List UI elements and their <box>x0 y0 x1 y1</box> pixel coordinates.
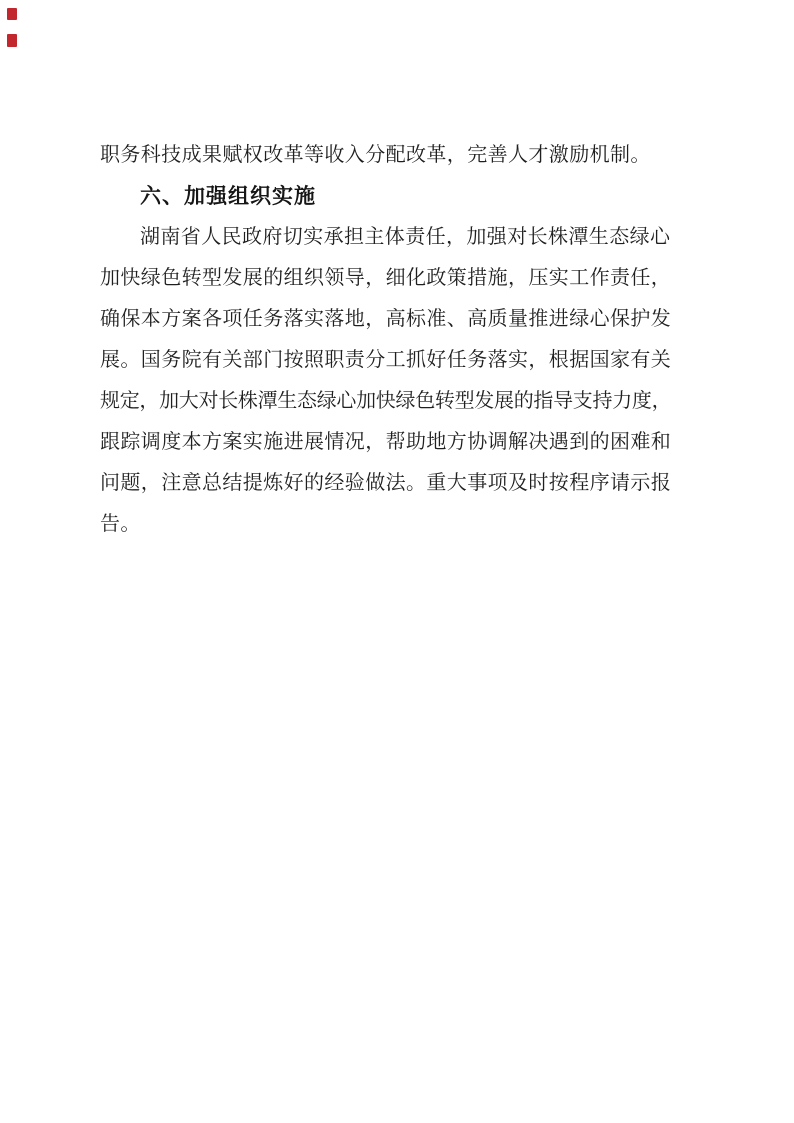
text-line: 问题，注意总结提炼好的经验做法。重大事项及时按程序请示报 <box>100 472 672 494</box>
text-line: 湖南省人民政府切实承担主体责任，加强对长株潭生态绿心 <box>140 226 671 248</box>
text-line: 规定，加大对长株潭生态绿心加快绿色转型发展的指导支持力度， <box>100 390 672 412</box>
section-heading: 六、加强组织实施 <box>140 185 316 208</box>
text-line: 告。 <box>100 513 141 535</box>
text-line: 确保本方案各项任务落实落地，高标准、高质量推进绿心保护发 <box>100 308 672 330</box>
text-line: 职务科技成果赋权改革等收入分配改革，完善人才激励机制。 <box>100 144 651 166</box>
text-line: 展。国务院有关部门按照职责分工抓好任务落实，根据国家有关 <box>100 349 672 371</box>
document-text-block <box>100 135 672 545</box>
red-artifact-mark <box>7 8 17 20</box>
red-artifact-mark <box>7 34 17 47</box>
text-line: 加快绿色转型发展的组织领导，细化政策措施，压实工作责任， <box>100 267 672 289</box>
text-line: 跟踪调度本方案实施进展情况，帮助地方协调解决遇到的困难和 <box>100 431 672 453</box>
